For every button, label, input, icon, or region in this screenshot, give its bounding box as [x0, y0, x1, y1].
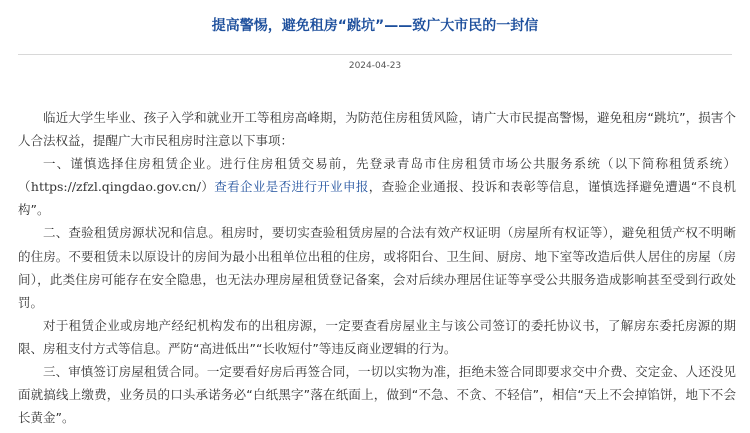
system-url: https://zfzl.qingdao.gov.cn/: [30, 179, 201, 195]
paragraph-section-2-note: 对于租赁企业或房地产经纪机构发布的出租房源，一定要查看房屋业主与该公司签订的委托协议书，了解房东委托房源的期限、房租支付方式等信息。严防“高进低出”“长收短付”等违反商业逻辑的行为。: [18, 317, 736, 356]
paragraph-intro: 临近大学生毕业、孩子入学和就业开工等租房高峰期，为防范住房租赁风险，请广大市民提高警惕，避免租房“跳坑”，损害个人合法权益，提醒广大市民租房时注意以下事项：: [18, 110, 736, 149]
title-divider: [18, 54, 732, 55]
paragraph-text: 一、谨慎选择住房租赁企业。进行住房租赁交易前，先登录青岛市住房租赁市场公共服务系统（以下简称租赁系统）（: [18, 156, 736, 195]
publish-date: 2024-04-23: [348, 61, 402, 71]
article-body: [18, 106, 736, 429]
paragraph-section-1: [18, 152, 736, 221]
paragraph-section-2: 二、查验租赁房源状况和信息。租房时，要切实查验租赁房屋的合法有效产权证明（房屋所有权证等），避免租赁产权不明晰的住房。不要租赁未以原设计的房间为最小出租单位出租的住房，或将阳台、卫生间、厨房、地下室等改造后供人居住的房屋（房间），此类住房可能存在安全隐患，也无法办理房屋租赁登记备案，会对后续办理居住证等享受公共服务造成影响甚至受到行政处罚。: [18, 225, 736, 310]
article-title: 提高警惕，避免租房“跳坑”——致广大市民的一封信: [211, 18, 539, 34]
paragraph-section-3: 三、审慎签订房屋租赁合同。一定要看好房后再签合同，一切以实物为准，拒绝未签合同即要求交中介费、交定金、人还没见面就搞线上缴费，业务员的口头承诺务必“白纸黑字”落在纸面上，做到“不急、不贪、不轻信”，相信“天上不会掉馅饼，地下不会长黄金”。: [18, 364, 736, 426]
paragraph-text: ）: [200, 179, 215, 195]
paragraph-text: ，查验企业通报、投诉和表彰等信息，谨慎选择避免遭遇“不良机构”。: [18, 179, 736, 218]
check-enterprise-link[interactable]: 查看企业是否进行开业申报: [214, 179, 369, 195]
